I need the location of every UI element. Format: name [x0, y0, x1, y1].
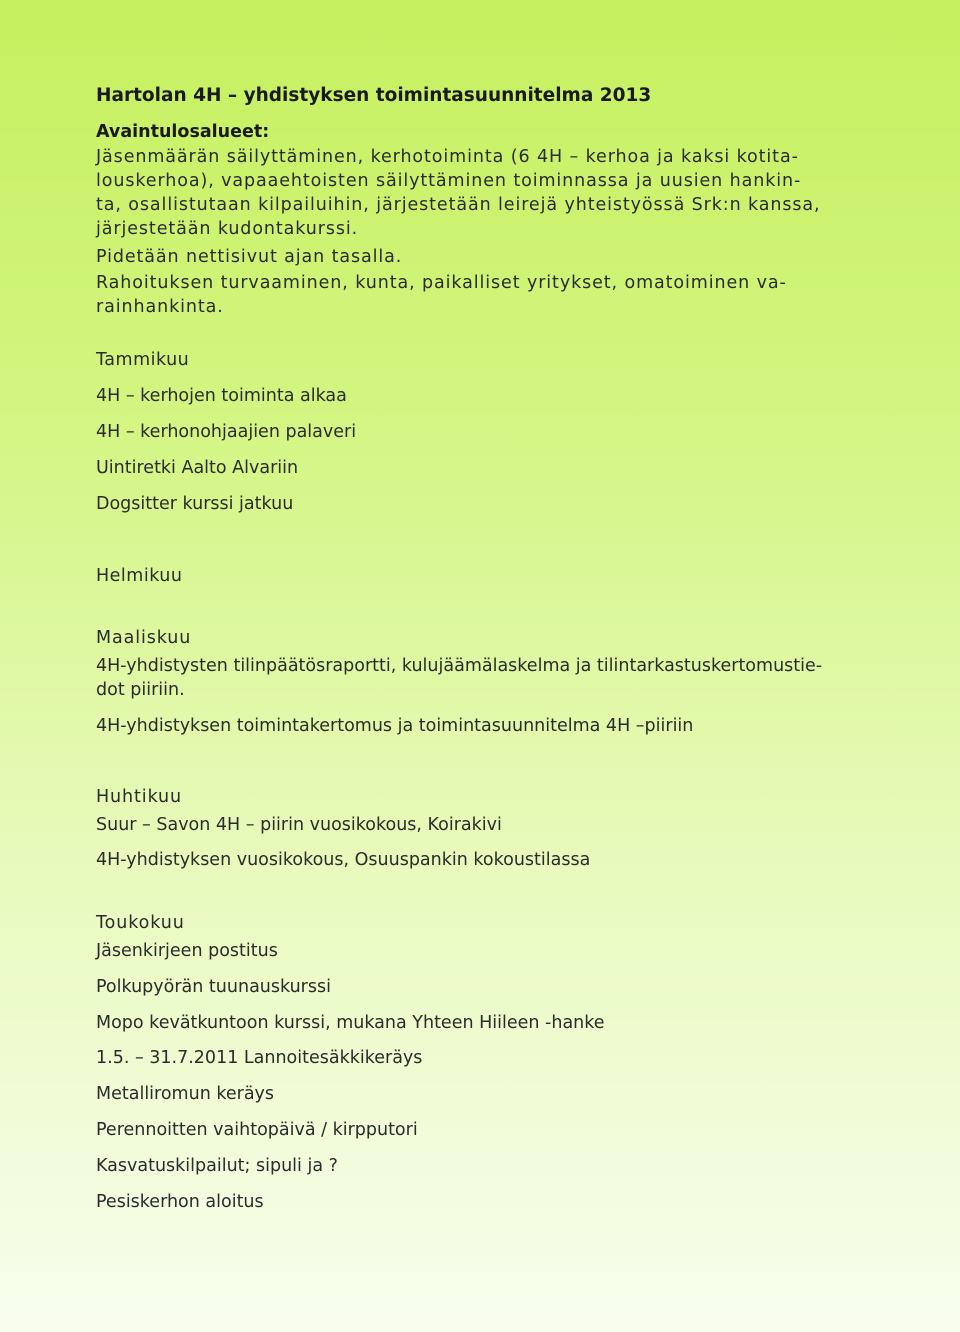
- list-item: Jäsenkirjeen postitus: [96, 941, 278, 961]
- key-areas-line: louskerhoa), vapaaehtoisten säilyttäminen toiminnassa ja uusien hankin-: [96, 171, 802, 191]
- list-item: 1.5. – 31.7.2011 Lannoitesäkkikeräys: [96, 1048, 423, 1068]
- month-heading-tammikuu: Tammikuu: [96, 350, 190, 370]
- list-item: Uintiretki Aalto Alvariin: [96, 458, 299, 478]
- key-areas-line: järjestetään kudontakurssi.: [96, 219, 359, 239]
- list-item: 4H – kerhonohjaajien palaveri: [96, 422, 357, 442]
- key-areas-line: ta, osallistutaan kilpailuihin, järjestetään leirejä yhteistyössä Srk:n kanssa,: [96, 195, 821, 215]
- list-item: 4H-yhdistyksen toimintakertomus ja toimintasuunnitelma 4H –piiriin: [96, 716, 694, 736]
- month-heading-helmikuu: Helmikuu: [96, 566, 183, 586]
- list-item: Kasvatuskilpailut; sipuli ja ?: [96, 1156, 338, 1176]
- month-heading-maaliskuu: Maaliskuu: [96, 628, 192, 648]
- list-item: 4H – kerhojen toiminta alkaa: [96, 386, 347, 406]
- list-item: dot piiriin.: [96, 680, 185, 700]
- list-item: 4H-yhdistysten tilinpäätösraportti, kulujäämälaskelma ja tilintarkastuskertomustie-: [96, 656, 823, 676]
- key-areas-heading: Avaintulosalueet:: [96, 122, 270, 142]
- key-areas-line: Jäsenmäärän säilyttäminen, kerhotoiminta (6 4H – kerhoa ja kaksi kotita-: [96, 147, 799, 167]
- document-title: Hartolan 4H – yhdistyksen toimintasuunnitelma 2013: [96, 85, 652, 106]
- list-item: Polkupyörän tuunauskurssi: [96, 977, 331, 997]
- list-item: 4H-yhdistyksen vuosikokous, Osuuspankin kokoustilassa: [96, 850, 591, 870]
- month-heading-toukokuu: Toukokuu: [96, 913, 185, 933]
- key-areas-line: rainhankinta.: [96, 297, 224, 317]
- key-areas-line: Pidetään nettisivut ajan tasalla.: [96, 247, 403, 267]
- list-item: Suur – Savon 4H – piirin vuosikokous, Koirakivi: [96, 815, 502, 835]
- month-heading-huhtikuu: Huhtikuu: [96, 787, 183, 807]
- list-item: Perennoitten vaihtopäivä / kirpputori: [96, 1120, 418, 1140]
- list-item: Dogsitter kurssi jatkuu: [96, 494, 294, 514]
- list-item: Metalliromun keräys: [96, 1084, 275, 1104]
- list-item: Mopo kevätkuntoon kurssi, mukana Yhteen Hiileen -hanke: [96, 1013, 605, 1033]
- key-areas-line: Rahoituksen turvaaminen, kunta, paikalliset yritykset, omatoiminen va-: [96, 273, 787, 293]
- list-item: Pesiskerhon aloitus: [96, 1192, 264, 1212]
